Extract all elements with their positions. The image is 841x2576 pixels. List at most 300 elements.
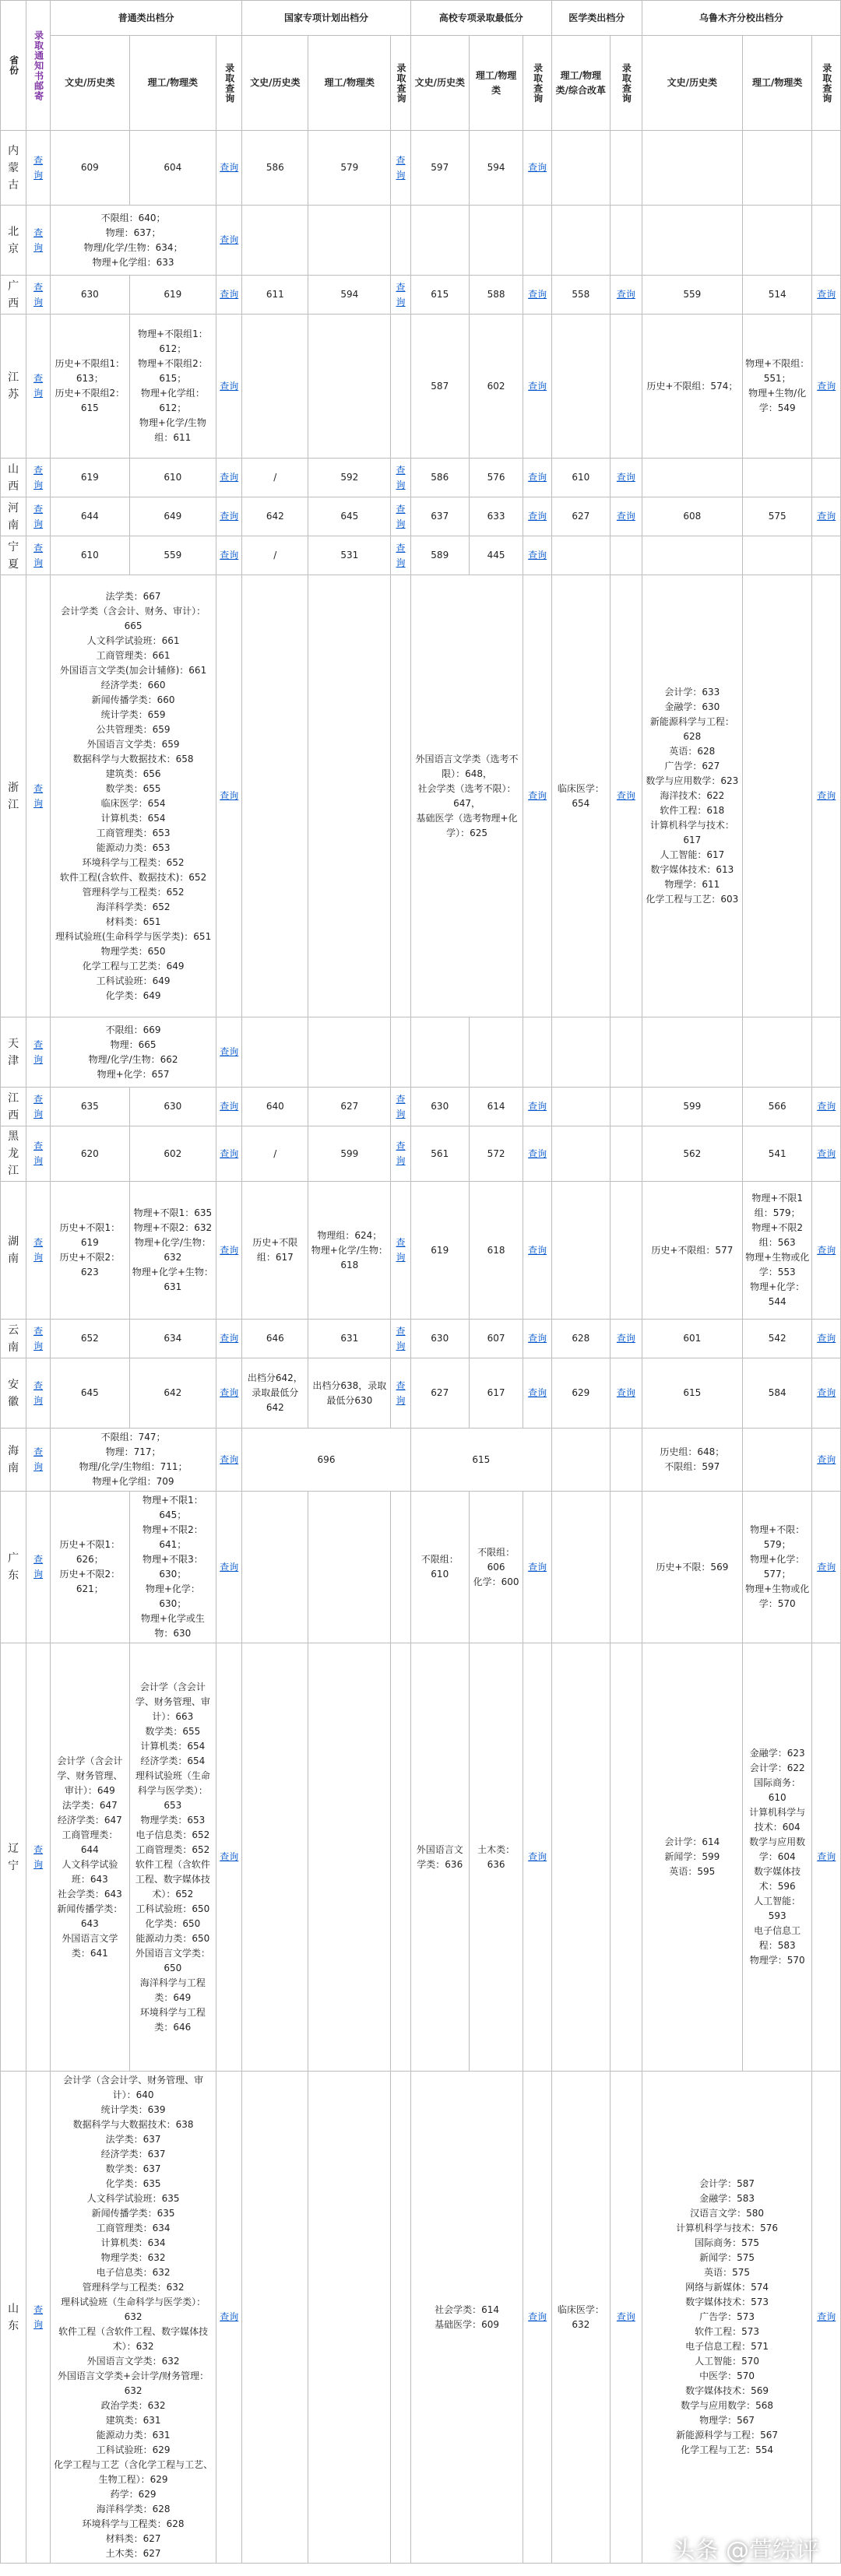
province-cell: 江西 bbox=[1, 1088, 26, 1126]
query-cell[interactable] bbox=[812, 1126, 841, 1182]
query-cell[interactable] bbox=[391, 1182, 410, 1320]
score-cell: 627 bbox=[308, 1088, 391, 1126]
query-link[interactable]: 查询 bbox=[396, 464, 406, 490]
query-cell[interactable] bbox=[216, 131, 242, 206]
query-link[interactable]: 查询 bbox=[33, 1446, 44, 1472]
query-cell[interactable] bbox=[216, 1088, 242, 1126]
query-cell[interactable] bbox=[610, 1358, 642, 1429]
query-cell[interactable] bbox=[391, 276, 410, 315]
score-cell: 607 bbox=[469, 1320, 523, 1358]
query-cell[interactable] bbox=[610, 459, 642, 497]
score-cell bbox=[308, 1643, 391, 2072]
query-link[interactable]: 查询 bbox=[528, 1851, 547, 1862]
query-cell[interactable] bbox=[812, 315, 841, 459]
query-cell[interactable] bbox=[216, 1492, 242, 1643]
col-luqu: 录取查询 bbox=[523, 36, 551, 131]
query-cell[interactable] bbox=[610, 497, 642, 536]
query-cell[interactable] bbox=[610, 1320, 642, 1358]
query-cell[interactable] bbox=[26, 1088, 51, 1126]
query-link[interactable]: 查询 bbox=[33, 1554, 44, 1580]
query-cell[interactable] bbox=[26, 1358, 51, 1429]
score-cell: 627 bbox=[551, 497, 610, 536]
score-cell bbox=[308, 315, 391, 459]
query-link[interactable]: 查询 bbox=[528, 2311, 547, 2322]
query-cell[interactable] bbox=[523, 459, 551, 497]
score-cell: 572 bbox=[469, 1126, 523, 1182]
query-cell[interactable] bbox=[391, 1088, 410, 1126]
table-row bbox=[1, 131, 841, 206]
score-cell bbox=[242, 1643, 308, 2072]
empty-cell bbox=[610, 1017, 642, 1088]
score-cell: 历史+不限1：626； 历史+不限2：621； bbox=[51, 1492, 130, 1643]
query-cell[interactable] bbox=[26, 131, 51, 206]
score-cell: 640 bbox=[242, 1088, 308, 1126]
score-cell bbox=[551, 315, 610, 459]
query-link[interactable]: 查询 bbox=[817, 1561, 836, 1573]
query-cell[interactable] bbox=[26, 206, 51, 276]
query-link[interactable]: 查询 bbox=[817, 1147, 836, 1159]
score-cell: 历史+不限组：617 bbox=[242, 1182, 308, 1320]
query-link[interactable]: 查询 bbox=[616, 511, 635, 522]
query-cell[interactable] bbox=[26, 2072, 51, 2564]
col-wenshi: 文史/历史类 bbox=[242, 36, 308, 131]
score-cell: 575 bbox=[742, 497, 811, 536]
score-cell: 不限组：669 物理：665 物理/化学/生物：662 物理+化学：657 bbox=[51, 1017, 216, 1088]
query-cell[interactable] bbox=[26, 1492, 51, 1643]
score-cell: 602 bbox=[129, 1126, 216, 1182]
query-link[interactable]: 查询 bbox=[396, 1325, 406, 1351]
score-cell bbox=[551, 1643, 610, 2072]
table-row bbox=[1, 2072, 841, 2564]
score-cell bbox=[551, 536, 610, 575]
query-link[interactable]: 查询 bbox=[220, 1851, 239, 1862]
query-cell[interactable] bbox=[812, 497, 841, 536]
query-cell[interactable] bbox=[812, 1643, 841, 2072]
query-link[interactable]: 查询 bbox=[817, 511, 836, 522]
query-link[interactable]: 查询 bbox=[220, 1333, 239, 1344]
score-cell: 608 bbox=[642, 497, 742, 536]
score-cell: 外国语言文学类（选考不限）：648， 社会学类（选考不限）：647， 基础医学（选考物理+化学）：625 bbox=[410, 575, 523, 1017]
empty-cell bbox=[610, 1088, 642, 1126]
score-cell: 615 bbox=[410, 276, 469, 315]
query-link[interactable]: 查询 bbox=[33, 373, 44, 399]
empty-cell bbox=[391, 1643, 410, 2072]
query-link[interactable]: 查询 bbox=[220, 1244, 239, 1256]
province-cell: 天津 bbox=[1, 1017, 26, 1088]
col-luqu: 录取查询 bbox=[391, 36, 410, 131]
score-cell bbox=[242, 1492, 308, 1643]
score-cell: 627 bbox=[410, 1358, 469, 1429]
query-cell[interactable] bbox=[523, 1320, 551, 1358]
score-cell: 696 bbox=[242, 1429, 410, 1492]
query-link[interactable]: 查询 bbox=[817, 1244, 836, 1256]
province-cell: 辽宁 bbox=[1, 1643, 26, 2072]
query-cell[interactable] bbox=[26, 459, 51, 497]
query-cell[interactable] bbox=[216, 2072, 242, 2564]
col-wenshi: 文史/历史类 bbox=[642, 36, 742, 131]
score-cell: 不限组：606 化学：600 bbox=[469, 1492, 523, 1643]
query-cell[interactable] bbox=[523, 315, 551, 459]
query-cell[interactable] bbox=[812, 1182, 841, 1320]
query-cell[interactable] bbox=[391, 1358, 410, 1429]
query-link[interactable]: 查询 bbox=[33, 281, 44, 308]
watermark bbox=[671, 2531, 819, 2565]
query-link[interactable]: 查询 bbox=[220, 1147, 239, 1159]
score-cell: 629 bbox=[551, 1358, 610, 1429]
query-link[interactable]: 查询 bbox=[33, 227, 44, 253]
province-cell: 北京 bbox=[1, 206, 26, 276]
query-cell[interactable] bbox=[812, 1492, 841, 1643]
empty-cell bbox=[308, 575, 391, 1017]
query-link[interactable]: 查询 bbox=[817, 790, 836, 801]
query-cell[interactable] bbox=[523, 1358, 551, 1429]
query-cell[interactable] bbox=[26, 1017, 51, 1088]
score-cell: 不限组：610 bbox=[410, 1492, 469, 1643]
query-cell[interactable] bbox=[26, 1320, 51, 1358]
query-link[interactable]: 查询 bbox=[33, 782, 44, 809]
query-link[interactable]: 查询 bbox=[528, 1333, 547, 1344]
query-link[interactable]: 查询 bbox=[396, 281, 406, 308]
score-cell: 645 bbox=[308, 497, 391, 536]
query-link[interactable]: 查询 bbox=[616, 2311, 635, 2322]
query-link[interactable]: 查询 bbox=[33, 503, 44, 529]
query-link[interactable]: 查询 bbox=[616, 472, 635, 483]
query-link[interactable]: 查询 bbox=[817, 1333, 836, 1344]
score-cell: 514 bbox=[742, 276, 811, 315]
query-cell[interactable] bbox=[216, 1429, 242, 1492]
query-cell[interactable] bbox=[812, 1429, 841, 1492]
score-cell: 542 bbox=[742, 1320, 811, 1358]
score-cell bbox=[742, 459, 811, 497]
score-cell: 559 bbox=[642, 276, 742, 315]
query-link[interactable]: 查询 bbox=[528, 1387, 547, 1398]
score-cell: 586 bbox=[242, 131, 308, 206]
query-link[interactable]: 查询 bbox=[528, 511, 547, 522]
col-luqu: 录取查询 bbox=[216, 36, 242, 131]
score-cell: 610 bbox=[129, 459, 216, 497]
query-cell[interactable] bbox=[26, 315, 51, 459]
score-cell: 出档分642，录取最低分642 bbox=[242, 1358, 308, 1429]
query-cell[interactable] bbox=[216, 276, 242, 315]
query-cell[interactable] bbox=[391, 459, 410, 497]
score-cell: 562 bbox=[642, 1126, 742, 1182]
query-cell[interactable] bbox=[391, 131, 410, 206]
query-link[interactable]: 查询 bbox=[33, 1093, 44, 1119]
score-cell: 645 bbox=[51, 1358, 130, 1429]
score-cell bbox=[551, 1126, 610, 1182]
query-cell[interactable] bbox=[523, 1088, 551, 1126]
query-cell[interactable] bbox=[391, 536, 410, 575]
query-cell[interactable] bbox=[216, 1643, 242, 2072]
query-cell[interactable] bbox=[391, 497, 410, 536]
col-luqu: 录取查询 bbox=[812, 36, 841, 131]
query-link[interactable]: 查询 bbox=[528, 1244, 547, 1256]
empty-cell bbox=[610, 131, 642, 206]
query-cell[interactable] bbox=[216, 315, 242, 459]
score-cell: 619 bbox=[51, 459, 130, 497]
query-cell[interactable] bbox=[812, 575, 841, 1017]
query-cell[interactable] bbox=[26, 1429, 51, 1492]
score-cell: 610 bbox=[551, 459, 610, 497]
col-luqu: 录取查询 bbox=[610, 36, 642, 131]
score-cell bbox=[742, 131, 811, 206]
query-cell[interactable] bbox=[216, 1017, 242, 1088]
query-link[interactable]: 查询 bbox=[33, 464, 44, 490]
table-row bbox=[1, 536, 841, 575]
query-link[interactable]: 查询 bbox=[817, 1851, 836, 1862]
query-link[interactable]: 查询 bbox=[817, 2311, 836, 2322]
table-row bbox=[1, 1429, 841, 1492]
query-link[interactable]: 查询 bbox=[817, 1101, 836, 1112]
score-cell: 614 bbox=[469, 1088, 523, 1126]
score-cell: 561 bbox=[410, 1126, 469, 1182]
score-cell: 619 bbox=[129, 276, 216, 315]
score-cell: 628 bbox=[551, 1320, 610, 1358]
score-cell: 历史组：648； 不限组：597 bbox=[642, 1429, 742, 1492]
query-cell[interactable] bbox=[523, 276, 551, 315]
query-link[interactable]: 查询 bbox=[33, 1843, 44, 1870]
query-cell[interactable] bbox=[812, 1088, 841, 1126]
empty-cell bbox=[610, 536, 642, 575]
province-cell: 河南 bbox=[1, 497, 26, 536]
query-link[interactable]: 查询 bbox=[817, 1453, 836, 1465]
col-province: 省份 bbox=[1, 1, 26, 131]
score-cell: 599 bbox=[308, 1126, 391, 1182]
query-cell[interactable] bbox=[216, 459, 242, 497]
score-cell: 会计学（含会计学、财务管理、审计）：649 法学类：647 经济学类：647 工商管理类：644 人文科学试验班：643 社会学类：643 新闻传播学类：643 外国语言文学类：641 bbox=[51, 1643, 130, 2072]
query-cell[interactable] bbox=[216, 536, 242, 575]
query-link[interactable]: 查询 bbox=[396, 1379, 406, 1406]
query-cell[interactable] bbox=[391, 1126, 410, 1182]
empty-cell bbox=[469, 206, 523, 276]
query-cell[interactable] bbox=[523, 1126, 551, 1182]
query-link[interactable]: 查询 bbox=[396, 1237, 406, 1263]
score-cell bbox=[308, 1492, 391, 1643]
query-cell[interactable] bbox=[523, 497, 551, 536]
query-link[interactable]: 查询 bbox=[396, 542, 406, 568]
score-cell: 历史+不限组1：613； 历史+不限组2：615 bbox=[51, 315, 130, 459]
query-cell[interactable] bbox=[216, 206, 242, 276]
empty-cell bbox=[742, 1429, 811, 1492]
score-cell: 土木类：636 bbox=[469, 1643, 523, 2072]
query-link[interactable]: 查询 bbox=[528, 1147, 547, 1159]
query-link[interactable]: 查询 bbox=[220, 1387, 239, 1398]
query-link[interactable]: 查询 bbox=[33, 154, 44, 181]
empty-cell bbox=[523, 1017, 551, 1088]
score-cell: 541 bbox=[742, 1126, 811, 1182]
query-link[interactable]: 查询 bbox=[220, 162, 239, 173]
empty-cell bbox=[551, 1429, 610, 1492]
score-cell: 531 bbox=[308, 536, 391, 575]
query-link[interactable]: 查询 bbox=[616, 289, 635, 300]
query-link[interactable]: 查询 bbox=[220, 1561, 239, 1573]
query-link[interactable]: 查询 bbox=[33, 1140, 44, 1166]
query-link[interactable]: 查询 bbox=[528, 790, 547, 801]
query-link[interactable]: 查询 bbox=[220, 234, 239, 245]
query-link[interactable]: 查询 bbox=[396, 1140, 406, 1166]
score-cell: / bbox=[242, 1126, 308, 1182]
table-row bbox=[1, 276, 841, 315]
query-cell[interactable] bbox=[26, 536, 51, 575]
empty-cell bbox=[742, 206, 811, 276]
score-cell: 604 bbox=[129, 131, 216, 206]
score-cell: 外国语言文学类：636 bbox=[410, 1643, 469, 2072]
query-cell[interactable] bbox=[26, 1182, 51, 1320]
query-link[interactable]: 查询 bbox=[33, 2304, 44, 2330]
empty-cell bbox=[410, 1017, 469, 1088]
query-link[interactable]: 查询 bbox=[396, 503, 406, 529]
score-cell bbox=[551, 1182, 610, 1320]
query-cell[interactable] bbox=[812, 1320, 841, 1358]
query-link[interactable]: 查询 bbox=[528, 1561, 547, 1573]
province-cell: 浙江 bbox=[1, 575, 26, 1017]
query-link[interactable]: 查询 bbox=[817, 289, 836, 300]
province-cell: 海南 bbox=[1, 1429, 26, 1492]
score-cell: 物理+不限1：645； 物理+不限2：641； 物理+不限3：630； 物理+化学：630； 物理+化学或生物：630 bbox=[129, 1492, 216, 1643]
empty-cell bbox=[610, 1643, 642, 2072]
empty-cell bbox=[642, 206, 742, 276]
query-cell[interactable] bbox=[216, 1126, 242, 1182]
query-link[interactable]: 查询 bbox=[528, 1101, 547, 1112]
score-cell: 558 bbox=[551, 276, 610, 315]
query-link[interactable]: 查询 bbox=[528, 472, 547, 483]
query-link[interactable]: 查询 bbox=[33, 1237, 44, 1263]
score-cell: 587 bbox=[410, 315, 469, 459]
query-cell[interactable] bbox=[26, 497, 51, 536]
table-row bbox=[1, 497, 841, 536]
score-cell: 597 bbox=[410, 131, 469, 206]
query-link[interactable]: 查询 bbox=[220, 2311, 239, 2322]
empty-cell bbox=[242, 206, 308, 276]
score-cell: 637 bbox=[410, 497, 469, 536]
query-link[interactable]: 查询 bbox=[33, 1325, 44, 1351]
score-cell: 物理+不限1组：579； 物理+不限2组：563 物理+生物或化学：553 物理+化学：544 bbox=[742, 1182, 811, 1320]
query-link[interactable]: 查询 bbox=[817, 380, 836, 392]
query-cell[interactable] bbox=[523, 1492, 551, 1643]
query-cell[interactable] bbox=[610, 575, 642, 1017]
query-cell[interactable] bbox=[26, 575, 51, 1017]
score-cell: 物理+不限组1：612； 物理+不限组2：615； 物理+化学组：612； 物理+化学/生物组：611 bbox=[129, 315, 216, 459]
province-cell: 内蒙古 bbox=[1, 131, 26, 206]
score-cell: 649 bbox=[129, 497, 216, 536]
score-cell bbox=[642, 459, 742, 497]
query-link[interactable]: 查询 bbox=[616, 1333, 635, 1344]
score-cell: 559 bbox=[129, 536, 216, 575]
score-cell: 临床医学：632 bbox=[551, 2072, 610, 2564]
query-link[interactable]: 查询 bbox=[220, 790, 239, 801]
score-cell: 不限组：747； 物理：717； 物理/化学/生物组：711； 物理+化学组：709 bbox=[51, 1429, 216, 1492]
query-cell[interactable] bbox=[610, 2072, 642, 2564]
query-link[interactable]: 查询 bbox=[33, 1379, 44, 1406]
empty-cell bbox=[242, 575, 308, 1017]
query-link[interactable]: 查询 bbox=[220, 1453, 239, 1465]
query-cell[interactable] bbox=[523, 575, 551, 1017]
query-link[interactable]: 查询 bbox=[33, 1038, 44, 1065]
query-link[interactable]: 查询 bbox=[220, 511, 239, 522]
group-guojia: 国家专项计划出档分 bbox=[242, 1, 410, 36]
query-link[interactable]: 查询 bbox=[616, 1387, 635, 1398]
province-cell: 云南 bbox=[1, 1320, 26, 1358]
query-link[interactable]: 查询 bbox=[33, 542, 44, 568]
query-link[interactable]: 查询 bbox=[220, 380, 239, 392]
query-cell[interactable] bbox=[216, 497, 242, 536]
empty-cell bbox=[391, 575, 410, 1017]
query-cell[interactable] bbox=[26, 1643, 51, 2072]
query-cell[interactable] bbox=[216, 575, 242, 1017]
group-putong: 普通类出档分 bbox=[51, 1, 242, 36]
query-cell[interactable] bbox=[812, 276, 841, 315]
score-cell: 584 bbox=[742, 1358, 811, 1429]
empty-cell bbox=[308, 2072, 391, 2564]
query-cell[interactable] bbox=[523, 2072, 551, 2564]
score-cell: 644 bbox=[51, 497, 130, 536]
empty-cell bbox=[812, 1017, 841, 1088]
score-cell: 临床医学：654 bbox=[551, 575, 610, 1017]
query-cell[interactable] bbox=[216, 1320, 242, 1358]
empty-cell bbox=[610, 206, 642, 276]
score-cell: 630 bbox=[410, 1320, 469, 1358]
province-cell: 山东 bbox=[1, 2072, 26, 2564]
score-cell: 566 bbox=[742, 1088, 811, 1126]
score-cell: 634 bbox=[129, 1320, 216, 1358]
score-cell: 579 bbox=[308, 131, 391, 206]
query-link[interactable]: 查询 bbox=[528, 289, 547, 300]
query-link[interactable]: 查询 bbox=[817, 1387, 836, 1398]
empty-cell bbox=[242, 1017, 308, 1088]
query-cell[interactable] bbox=[812, 2072, 841, 2564]
score-cell: 599 bbox=[642, 1088, 742, 1126]
score-cell: 594 bbox=[469, 131, 523, 206]
query-link[interactable]: 查询 bbox=[220, 1046, 239, 1057]
score-cell: 618 bbox=[469, 1182, 523, 1320]
query-cell[interactable] bbox=[26, 1126, 51, 1182]
query-link[interactable]: 查询 bbox=[528, 380, 547, 392]
score-cell: 金融学：623 会计学：622 国际商务：610 计算机科学与技术：604 数学与应用数学：604 数字媒体技术：596 人工智能：593 电子信息工程：583 物理学：570 bbox=[742, 1643, 811, 2072]
query-cell[interactable] bbox=[391, 1320, 410, 1358]
query-link[interactable]: 查询 bbox=[220, 1101, 239, 1112]
score-cell: 652 bbox=[51, 1320, 130, 1358]
score-cell: 611 bbox=[242, 276, 308, 315]
query-cell[interactable] bbox=[812, 1358, 841, 1429]
score-cell: 会计学（含会计学、财务管理、审计）：663 数学类：655 计算机类：654 经济学类：654 理科试验班（生命科学与医学类）：653 物理学类：653 电子信息类：652 工商管理类：652 软件工程（含软件工程、数字媒体技术）：652 工科试验班：650 化学类：650 能源动力类：650 外国语言文学类：650 海洋科学与工程类：649 环境科学与工程类：646 bbox=[129, 1643, 216, 2072]
query-link[interactable]: 查询 bbox=[616, 790, 635, 801]
table-row bbox=[1, 1358, 841, 1429]
query-link[interactable]: 查询 bbox=[220, 289, 239, 300]
query-link[interactable]: 查询 bbox=[528, 550, 547, 561]
score-cell: 633 bbox=[469, 497, 523, 536]
query-link[interactable]: 查询 bbox=[396, 1093, 406, 1119]
query-link[interactable]: 查询 bbox=[528, 162, 547, 173]
table-row bbox=[1, 315, 841, 459]
score-cell: 615 bbox=[410, 1429, 551, 1492]
query-cell[interactable] bbox=[216, 1182, 242, 1320]
score-cell: 588 bbox=[469, 276, 523, 315]
score-cell: 642 bbox=[129, 1358, 216, 1429]
query-cell[interactable] bbox=[610, 276, 642, 315]
query-link[interactable]: 查询 bbox=[396, 154, 406, 181]
query-cell[interactable] bbox=[523, 536, 551, 575]
query-cell[interactable] bbox=[26, 276, 51, 315]
query-cell[interactable] bbox=[523, 1182, 551, 1320]
query-cell[interactable] bbox=[216, 1358, 242, 1429]
table-row bbox=[1, 1182, 841, 1320]
query-cell[interactable] bbox=[523, 131, 551, 206]
table-row bbox=[1, 1017, 841, 1088]
empty-cell bbox=[242, 2072, 308, 2564]
query-link[interactable]: 查询 bbox=[220, 472, 239, 483]
query-link[interactable]: 查询 bbox=[220, 550, 239, 561]
query-cell[interactable] bbox=[523, 1643, 551, 2072]
